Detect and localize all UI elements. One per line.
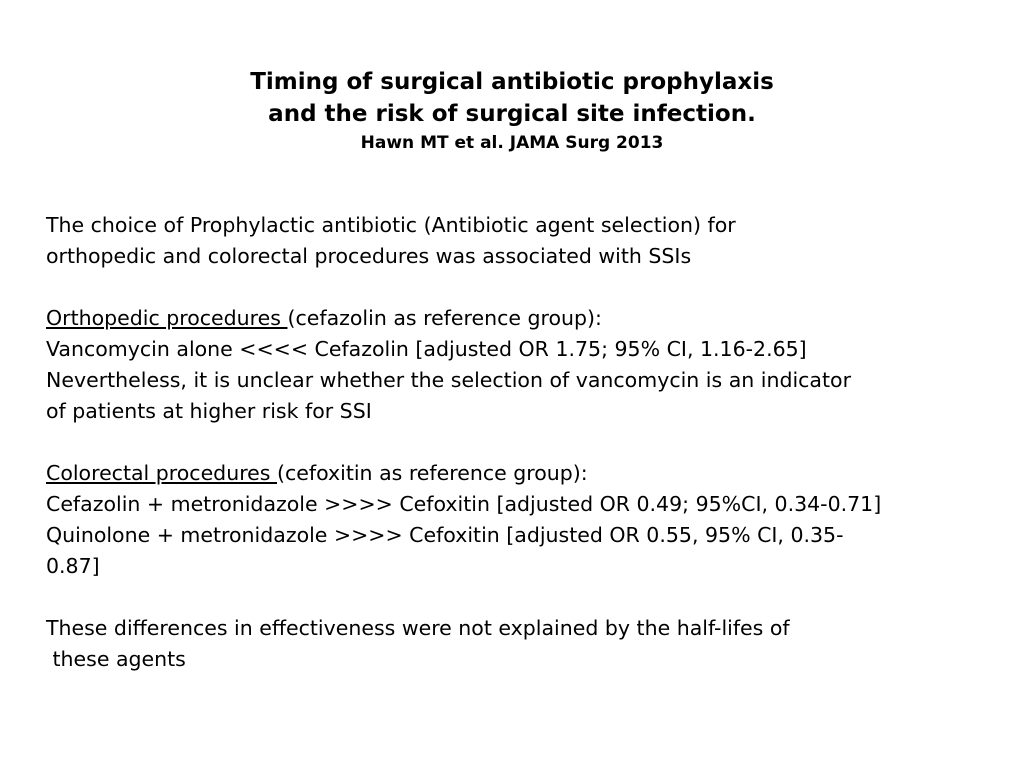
orthopedic-heading: Orthopedic procedures [46, 306, 288, 330]
colorectal-heading: Colorectal procedures [46, 461, 277, 485]
spacer [46, 272, 996, 303]
colorectal-line-1: Cefazolin + metronidazole >>>> Cefoxitin [adjusted OR 0.49; 95%CI, 0.34-0.71] [46, 492, 882, 516]
orthopedic-line-2: Nevertheless, it is unclear whether the selection of vancomycin is an indicator [46, 368, 852, 392]
colorectal-line-2: Quinolone + metronidazole >>>> Cefoxitin [adjusted OR 0.55, 95% CI, 0.35- [46, 523, 844, 547]
spacer [46, 427, 996, 458]
slide-body [46, 210, 996, 675]
orthopedic-line-3: of patients at higher risk for SSI [46, 399, 372, 423]
colorectal-heading-note: (cefoxitin as reference group): [276, 461, 588, 485]
slide-title-line-1: Timing of surgical antibiotic prophylaxis [250, 69, 774, 95]
conclusion-line-1: These differences in effectiveness were not explained by the half-lifes of [46, 616, 790, 640]
orthopedic-heading-line [46, 303, 996, 334]
intro-line-2: orthopedic and colorectal procedures was associated with SSIs [46, 244, 692, 268]
intro-line-1: The choice of Prophylactic antibiotic (Antibiotic agent selection) for [46, 213, 736, 237]
colorectal-line-3: 0.87] [46, 554, 100, 578]
slide-title-line-2: and the risk of surgical site infection. [268, 101, 756, 127]
orthopedic-heading-note: (cefazolin as reference group): [287, 306, 602, 330]
slide-title-block [0, 66, 1024, 156]
spacer [46, 582, 996, 613]
citation: Hawn MT et al. JAMA Surg 2013 [360, 133, 664, 153]
conclusion-line-2: these agents [46, 647, 186, 671]
colorectal-heading-line [46, 458, 996, 489]
orthopedic-line-1: Vancomycin alone <<<< Cefazolin [adjusted OR 1.75; 95% CI, 1.16-2.65] [46, 337, 807, 361]
